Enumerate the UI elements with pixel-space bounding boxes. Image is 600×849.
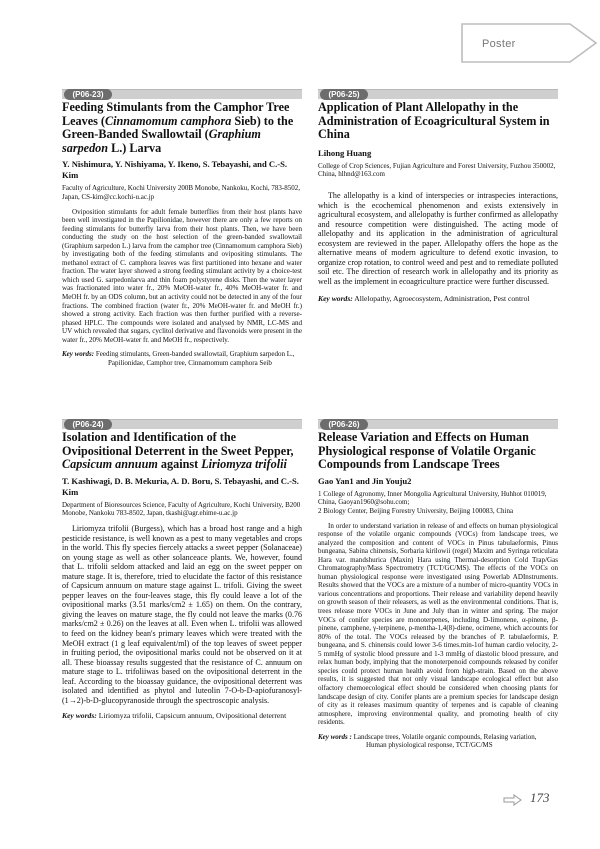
paper-code-badge: (P06-23) xyxy=(64,89,112,100)
paper-keywords xyxy=(62,350,302,367)
paper-p06-26 xyxy=(318,431,558,750)
paper-p06-25 xyxy=(318,101,558,303)
paper-affiliation-1: 1 College of Agronomy, Inner Mongolia Agricultural University, Huhhot 010019, China, Gaoyan1960@sohu.com; xyxy=(318,489,547,507)
paper-affiliation-2: 2 Biology Center, Beijing Forestry University, Beijing 100083, China xyxy=(318,506,514,515)
paper-affiliation: College of Crop Sciences, Fujian Agriculture and Forest University, Fuzhou 350002, China, hlhnd@163.com xyxy=(318,161,556,179)
paper-code-badge: (P06-26) xyxy=(320,419,368,430)
paper-p06-24 xyxy=(62,431,302,720)
paper-title: Feeding Stimulants from the Camphor Tree Leaves (Cinnamomum camphora Sieb) to the Green-Banded Swallowtail (Graphium sarpedon L.) Larva xyxy=(62,100,294,155)
paper-abstract: Oviposition stimulants for adult female butterflies from their host plants have been well investigated in the Papilionidae, however there are only a few reports on feeding stimulants for butterfly larva from their host plants. Then, we have been conducting the study on the host selection of the green-banded swallowtail (Graphium sarpedon L.) larva from the camphor tree (Cinnamomum camphora Sieb) by investigating both of the feeding stimulants and ovipositing stimulants. The methanol extract of C. camphora leaves was first partitioned into hexane and water fraction. The water layer showed a strong feeding stimulant activity by a choice-test which used G. sarpedonlarva and thin foam polystyrene disks. Then the water layer was fractionated into water fr., 20% MeOH-water fr., 40% MeOH-water fr. and MeOH fr. by an ODS column, but an activity could not be detected in any of the four fractions. The combined fraction (water fr., 20% MeOH-water fr. and MeOH fr.) showed a strong activity. Each fraction was then further purified with a reverse-phased HPLC. The compounds were isolated and analysed by NMR, LC-MS and UV which revealed that sugars, cyclitol derivative and flavonoids were present in the water fr., 20% MeOH-water fr. and MeOH fr., respectively. xyxy=(62,207,302,344)
keywords-text: Allelopathy, Agroecosystem, Administration, Pest control xyxy=(354,294,530,304)
paper-p06-23 xyxy=(62,101,302,368)
paper-authors: Lihong Huang xyxy=(318,147,372,158)
poster-label: Poster xyxy=(482,38,516,50)
paper-authors: Gao Yan1 and Jin Youju2 xyxy=(318,475,412,486)
poster-section-tab xyxy=(458,22,598,64)
paper-affiliation: Faculty of Agriculture, Kochi University 200B Monobe, Nankoku, Kochi, 783-8502, Japan, CS-kim@cc.kochi-u.ac.jp xyxy=(62,184,300,201)
paper-code-badge: (P06-24) xyxy=(64,419,112,430)
paper-keywords xyxy=(318,733,558,750)
paper-keywords xyxy=(318,294,558,303)
paper-abstract: The allelopathy is a kind of interspecies or intraspecies interactions, which is the ecochemical phenomenon and exists extensively in agricultural ecosystem, and allelopathy is further confirmed as allelopathy and resource competition were distinguished. The acting mode of allelopathy and its application in the administration of agricultural ecosystem are reviewed in the paper. Allelopathy offers the hope as the alternative means of modern agriculture to defend exotic invasion, to organize crop rotation, to control weed and pest and to remediate polluted soil etc. The direction of research work in allelopathy and its priority as well as the implement in ecoagriculture practice were further discussed. xyxy=(318,190,558,286)
paper-title: Isolation and Identification of the Ovipositional Deterrent in the Sweet Pepper, Capsicum annuum against Liriomyza trifolii xyxy=(62,430,294,472)
paper-title: Release Variation and Effects on Human Physiological response of Volatile Organic Compounds from Landscape Trees xyxy=(318,430,536,472)
page-arrow-icon xyxy=(503,793,523,811)
paper-authors: Y. Nishimura, Y. Nishiyama, Y. Ikeno, S. Tebayashi, and C.-S. Kim xyxy=(62,159,288,181)
paper-keywords xyxy=(62,711,302,720)
keywords-label: Key words: xyxy=(318,294,353,304)
page-number: 173 xyxy=(530,790,550,805)
keywords-text: Liriomyza trifolii, Capsicum annuum, Ovipositional deterrent xyxy=(98,711,287,721)
paper-title: Application of Plant Allelopathy in the Administration of Ecoagricultural System in China xyxy=(318,100,550,142)
keywords-label: Key words: xyxy=(62,350,95,359)
keywords-text: Landscape trees, Volatile organic compounds, Relasing variation, Human physiological response, TCT/GC/MS xyxy=(353,732,537,750)
paper-abstract: Liriomyza trifolii (Burgess), which has a broad host range and a high pesticide resistance, is well known as a pest to many vegetables and crops in the world. This fly species fiercely attacks a sweet pepper (Solanaceae) on young stage as well as other solanceace plants. We, however, found that L. trifolii seldom attacked and laid an egg on the sweet pepper on mature stage. It is, therefore, tried to elucidate the factor of this resistance of Capsicum annuum on mature stage against L. trifoli. Giving the sweet pepper leaves on the four-leaves stage, this fly could leave a lot of the ovipositional marks (3.51 marks/cm2 ± 1.65) on them. On the contrary, giving the leaves on mature stage, the fly could not leave the marks (0.76 marks/cm2 ± 0.26) on the leaves at all. Even when L. trifolii was allowed to feed on the kidney bean's primary leaves which were treated with the MeOH extract (1 g leaf equivalent/ml) of the top leaves of sweet pepper in fruiting period, the ovipositional marks could not be observed on it at all. These bioassay results suggested that the resistance of C. annuum on mature stage to L. trifoliiwas based on the ovipositional deterrent in the leaf. According to the bioassay guidance, the ovipositional deterrent was isolated and identified as phytol and luteolin 7-O-b-D-apiofuranosyl-(1→2)-b-D-glucopyranoside through the spectroscopic analysis. xyxy=(62,523,302,705)
keywords-label: Key words: xyxy=(62,711,97,721)
paper-code-badge: (P06-25) xyxy=(320,89,368,100)
paper-abstract: In order to understand variation in release of and effects on human physiological response of the volatile organic compounds (VOCs) from landscape trees, we analyzed the composition and content of VOCs in Pinus tabulaeformis, Pinus bungeana, Sabina chinensis, Sorbaria kirilowii (regel) Maxim and Syringa reticulata Hara var. mandshurica (Maxin) Hara using Thermal-desorption Cold Trap/Gas Chromatography/Mass Spectrometry (TCT/GC/MS). The effects of the VOCs on human physiological response were investigated using Powerlab ADInstruments. Results showed that the VOCs are a mixture of a number of micro-quantity VOCs in various concentrations and proportions. Their release and variability depend heavily on growth season of their releasers, as well as the environmental conditions. That is, trees release more VOCs in June and July than in winter and spring. The major VOCs of conifer species are monoterpenes, including D-limonene, α-pinene, β-pinene, camphene, γ-terpinene, ρ-mentha-1,4(8)-diene, ocimene, which accounts for 80% of the total. The VOCs released by the branches of P. tabulaeformis, P. bungeana, and S. chinensis could lower 3-6 times.min-1of human cardio velocity, 2-5 mmHg of systolic blood pressure and 1-3 mmHg of diastolic blood pressure, and relax human body, implying that the monoterpenoid compounds released by conifer species could protect human health avoid from high-strain. Based on the above results, it is suggested that not only visual landscape ecological effect but also olfactory chemoecological effect should be considered when choosing plants for landscape design of city. Conifer plants are a premium species for landscape design of city as it releases maximum quantity of terpenes and is capable of cleaning atmosphere, improving environmental quality, and promoting health of city residents. xyxy=(318,521,558,727)
keywords-text: Feeding stimulants, Green-banded swallowtail, Graphium sarpedon L., Papilionidae, Camphor tree, Cinnamomum camphora Seib xyxy=(95,350,295,367)
keywords-label: Key words : xyxy=(318,732,352,741)
paper-affiliation: Department of Bioresources Science, Faculty of Agriculture, Kochi University, B200 Monobe, Nankoku 783-8502, Japan, tkashi@agr.ehime-u.ac.jp xyxy=(62,500,301,518)
paper-authors: T. Kashiwagi, D. B. Mekuria, A. D. Boru, S. Tebayashi, and C.-S. Kim xyxy=(62,475,299,497)
